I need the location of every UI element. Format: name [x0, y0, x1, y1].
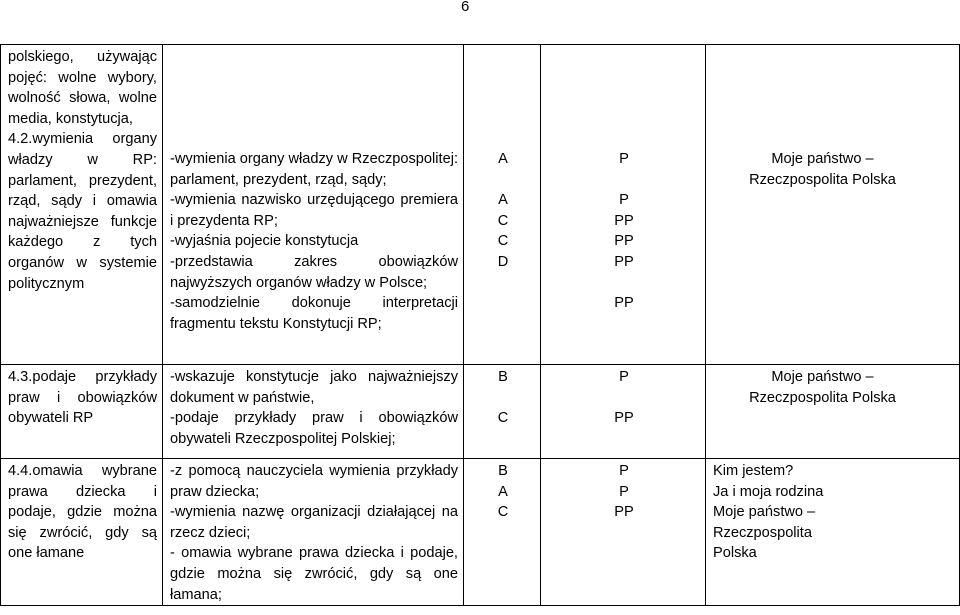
- requirement-type-mark: P: [619, 463, 629, 479]
- requirement-type-cell: [541, 45, 706, 365]
- activity-item: -przedstawia zakres obowiązków najwyższych organów władzy w Polsce;: [170, 253, 458, 291]
- topic-line: Polska: [713, 545, 757, 562]
- requirement-type-mark: P: [619, 192, 629, 209]
- level-mark: A: [498, 192, 508, 209]
- requirement-type-mark: PP: [614, 212, 634, 229]
- level-cell: [464, 45, 541, 365]
- requirement-type-mark: PP: [614, 233, 634, 250]
- requirement-type-cell: [541, 365, 706, 459]
- activity-item: -wskazuje konstytucje jako najważniejszy dokument w państwie,: [170, 369, 458, 406]
- level-mark: B: [498, 463, 508, 479]
- requirement-cell: [1, 365, 163, 459]
- level-mark: C: [497, 504, 509, 521]
- topic-line: Ja i moja rodzina: [713, 483, 824, 500]
- requirement-cell: [1, 45, 163, 365]
- activity-item: -wymienia nazwę organizacji działającej na rzecz dzieci;: [170, 504, 458, 541]
- requirement-type-cell: [541, 459, 706, 606]
- level-mark: A: [498, 483, 508, 500]
- page-number: 6: [461, 0, 470, 15]
- level-cell: [464, 459, 541, 606]
- requirement-text: 4.4.omawia wybrane prawa dziecka i podaje, gdzie można się zwrócić, gdy są one łamane: [8, 463, 157, 562]
- activity-item: -wymienia nazwisko urzędującego premiera i prezydenta RP;: [170, 192, 458, 229]
- activities-cell: [163, 365, 464, 459]
- topic-line: Moje państwo –: [713, 504, 816, 521]
- requirement-type-mark: P: [619, 151, 629, 167]
- requirement-type-mark: P: [619, 483, 629, 500]
- activity-item: -samodzielnie dokonuje interpretacji fragmentu tekstu Konstytucji RP;: [170, 295, 458, 332]
- level-cell: [464, 365, 541, 459]
- table-row: [1, 365, 960, 459]
- level-mark: C: [497, 233, 509, 250]
- requirement-type-mark: [548, 170, 700, 191]
- activities-cell: [163, 45, 464, 365]
- requirement-text: 4.3.podaje przykłady praw i obowiązków obywateli RP: [8, 369, 157, 427]
- requirement-type-mark: PP: [614, 410, 634, 427]
- table-row: [1, 45, 960, 365]
- requirement-type-mark: PP: [614, 253, 634, 270]
- requirement-type-mark: P: [619, 369, 629, 385]
- activity-item: -wymienia organy władzy w Rzeczpospolitej: parlament, prezydent, rząd, sądy;: [170, 151, 458, 188]
- requirement-type-mark: [548, 273, 700, 294]
- topic-line: Kim jestem?: [713, 463, 794, 479]
- topic-text: Moje państwo – Rzeczpospolita Polska: [749, 151, 896, 188]
- topic-line: Rzeczpospolita: [713, 524, 812, 541]
- activity-item: -wyjaśnia pojecie konstytucja: [170, 233, 359, 250]
- topic-cell: [706, 365, 960, 459]
- requirement-text: polskiego, używając pojęć: wolne wybory, wolność słowa, wolne media, konstytucja,: [8, 49, 157, 127]
- requirement-cell: [1, 459, 163, 606]
- topic-text: Moje państwo – Rzeczpospolita Polska: [749, 369, 896, 406]
- activities-cell: [163, 459, 464, 606]
- activity-item: -podaje przykłady praw i obowiązków obywateli Rzeczpospolitej Polskiej;: [170, 410, 458, 447]
- table-row: [1, 459, 960, 606]
- level-mark: D: [497, 253, 509, 270]
- level-mark: A: [498, 151, 508, 167]
- level-mark: [471, 170, 535, 191]
- level-mark: B: [498, 369, 508, 385]
- requirement-type-mark: PP: [614, 295, 634, 312]
- activity-item: - omawia wybrane prawa dziecka i podaje, gdzie można się zwrócić, gdy są one łamana;: [170, 545, 458, 603]
- topic-cell: [706, 45, 960, 365]
- requirement-type-mark: [548, 388, 700, 409]
- requirement-text: 4.2.wymienia organy władzy w RP: parlament, prezydent, rząd, sądy i omawia najważniejsze funkcje każdego z tych organów w systemie politycznym: [8, 131, 157, 292]
- curriculum-table: [0, 44, 960, 606]
- requirement-type-mark: PP: [614, 504, 634, 521]
- level-mark: C: [497, 410, 509, 427]
- activity-item: -z pomocą nauczyciela wymienia przykłady praw dziecka;: [170, 463, 458, 500]
- level-mark: C: [497, 212, 509, 229]
- topic-cell: [706, 459, 960, 606]
- level-mark: [471, 388, 535, 409]
